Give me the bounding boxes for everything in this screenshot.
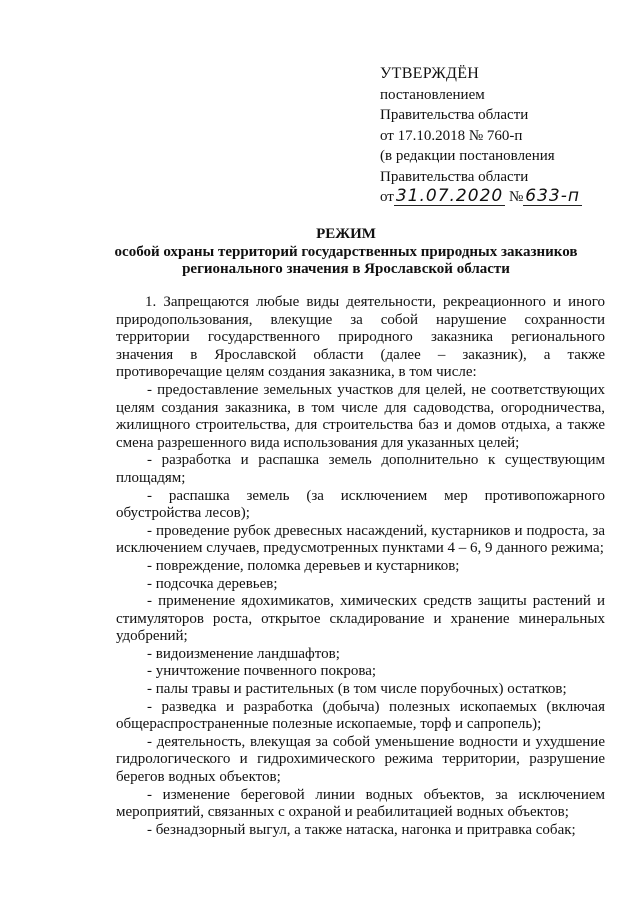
- paragraph-10: - уничтожение почвенного покрова;: [147, 663, 377, 680]
- paragraph-12: - разведка и разработка (добыча) полезных ископаемых (включая общераспространенные полезные ископаемые, торф и сапропель);: [116, 698, 605, 733]
- approval-title: УТВЕРЖДЁН: [380, 65, 480, 82]
- paragraph-1: 1. Запрещаются любые виды деятельности, рекреационного и иного природопользования, влекущие за собой нарушение сохранности территории государственного природного заказника регионального значения в Ярославской области (далее – заказник), а также противоречащие целям создания заказника, в том числе:: [116, 294, 605, 381]
- handwritten-date: 31.07.2020: [395, 186, 504, 206]
- paragraph-9: - видоизменение ландшафтов;: [147, 645, 340, 662]
- paragraph-2: - предоставление земельных участков для целей, не соответствующих целям создания заказника, в том числе для садоводства, огородничества, жилищного строительства, для строительства баз и домов отдыха, а также смена разрешенного вида использования для указанных целей;: [116, 381, 605, 451]
- sign-number-prefix: №: [508, 189, 524, 205]
- approval-line-2: Правительства области: [380, 107, 529, 123]
- paragraph-6: - повреждение, поломка деревьев и кустарников;: [147, 557, 460, 574]
- approval-line-4: (в редакции постановления: [380, 148, 555, 164]
- approval-stamp-block: [380, 64, 620, 209]
- document-body: [116, 294, 605, 839]
- paragraph-13: - деятельность, влекущая за собой уменьшение водности и ухудшение гидрологического и гидрохимического режима территории, разрушение берегов водных объектов;: [116, 733, 605, 786]
- paragraph-3: - разработка и распашка земель дополнительно к существующим площадям;: [116, 452, 605, 486]
- document-subtitle-line-1: особой охраны территорий государственных природных заказников: [114, 244, 578, 260]
- handwritten-number: 633-п: [525, 186, 580, 206]
- paragraph-4: - распашка земель (за исключением мер противопожарного обустройства лесов);: [116, 487, 605, 522]
- sign-prefix: от: [380, 189, 394, 205]
- document-title: РЕЖИМ: [316, 226, 376, 242]
- paragraph-8: - применение ядохимикатов, химических средств защиты растений и стимуляторов роста, открытое складирование и хранение минеральных удобрений;: [116, 593, 605, 645]
- paragraph-14: - изменение береговой линии водных объектов, за исключением мероприятий, связанных с охраной и реабилитацией водных объектов;: [116, 786, 605, 821]
- paragraph-5: - проведение рубок древесных насаждений, кустарников и подроста, за исключением случаев, предусмотренных пунктами 4 – 6, 9 данного режима;: [116, 522, 605, 557]
- approval-signature-line: [380, 187, 620, 209]
- document-subtitle-line-2: регионального значения в Ярославской области: [182, 261, 510, 277]
- approval-line-3: от 17.10.2018 № 760-п: [380, 127, 523, 144]
- approval-line-5: Правительства области: [380, 168, 529, 185]
- paragraph-11: - палы травы и растительных (в том числе порубочных) остатков;: [147, 681, 567, 698]
- paragraph-15: - безнадзорный выгул, а также натаска, нагонка и притравка собак;: [147, 821, 576, 838]
- paragraph-7: - подсочка деревьев;: [147, 575, 278, 592]
- approval-line-1: постановлением: [380, 86, 485, 103]
